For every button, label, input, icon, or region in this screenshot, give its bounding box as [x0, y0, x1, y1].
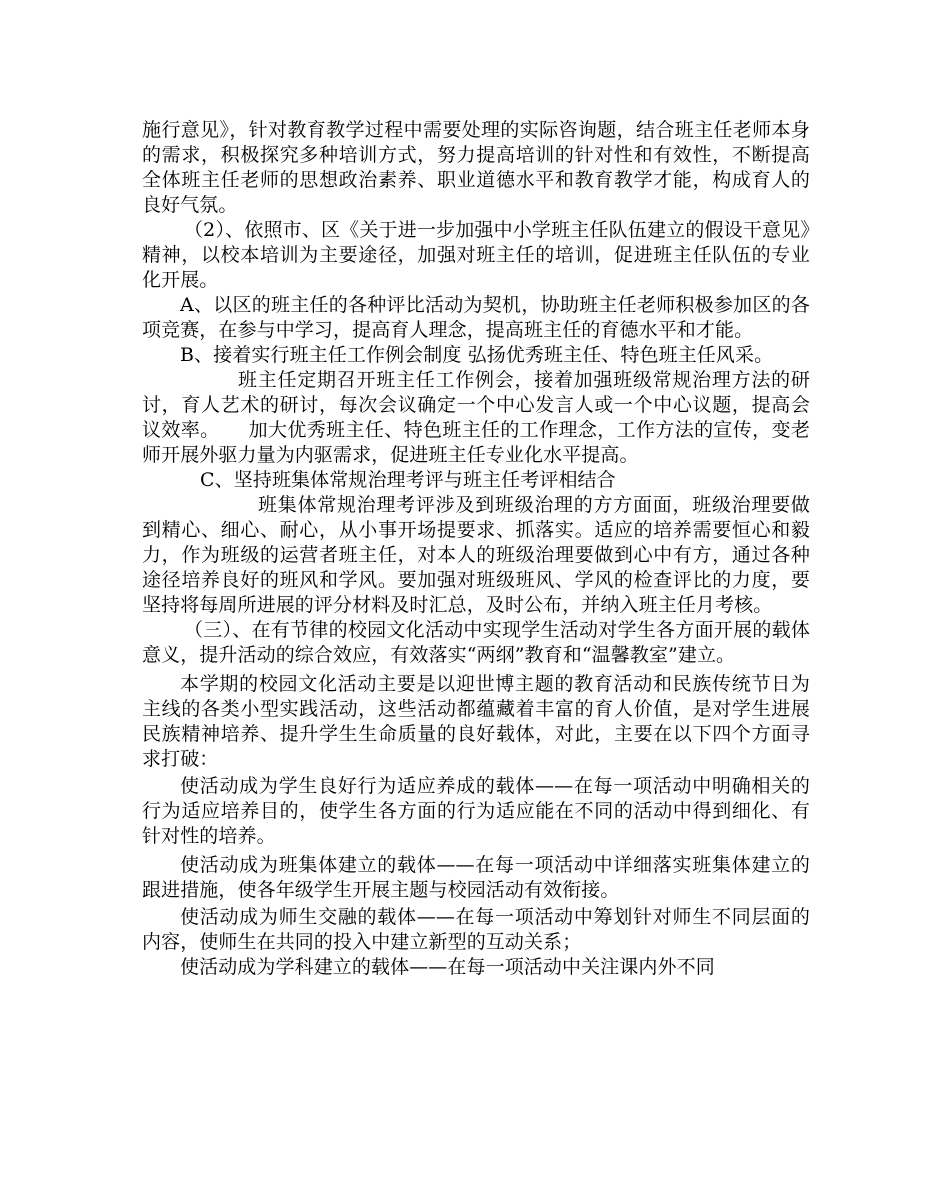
paragraph-training-intro: 施行意见》，针对教育教学过程中需要处理的实际咨询题，结合班主任老师本身的需求，积极探究多种培训方式，努力提高培训的针对性和有效性，不断提高全体班主任老师的思想政治素养、职业道德水平和教育教学才能，构成育人的良好气氛。: [142, 119, 810, 216]
paragraph-item-b: B、接着实行班主任工作例会制度 弘扬优秀班主任、特色班主任风采。: [180, 344, 774, 366]
paragraph-item-c: C、坚持班集体常规治理考评与班主任考评相结合: [200, 469, 616, 491]
paragraph-behavior-carrier: 使活动成为学生良好行为适应养成的载体——在每一项活动中明确相关的行为适应培养目的，使学生各方面的行为适应能在不同的活动中得到细化、有针对性的培养。: [142, 775, 810, 847]
paragraph-section-3: （三）、在有节律的校园文化活动中实现学生活动对学生各方面开展的载体意义，提升活动的综合效应，有效落实“两纲”教育和“温馨教室”建立。: [142, 619, 810, 666]
paragraph-teacher-student-carrier: 使活动成为师生交融的载体——在每一项活动中筹划针对师生不同层面的内容，使师生在共同的投入中建立新型的互动关系；: [142, 906, 810, 953]
paragraph-class-building-carrier: 使活动成为班集体建立的载体——在每一项活动中详细落实班集体建立的跟进措施，使各年级学生开展主题与校园活动有效衔接。: [142, 854, 810, 901]
paragraph-item-2: （2）、依照市、区《关于进一步加强中小学班主任队伍建立的假设干意见》精神，以校本培训为主要途径，加强对班主任的培训，促进班主任队伍的专业化开展。: [142, 219, 810, 291]
document-page: [142, 118, 810, 980]
paragraph-item-a: A、以区的班主任的各种评比活动为契机，协助班主任老师积极参加区的各项竞赛，在参与中学习，提高育人理念，提高班主任的育德水平和才能。: [142, 294, 810, 341]
paragraph-campus-culture: 本学期的校园文化活动主要是以迎世博主题的教育活动和民族传统节日为主线的各类小型实践活动，这些活动都蕴藏着丰富的育人价值，是对学生进展民族精神培养、提升学生生命质量的良好载体，对此，主要在以下四个方面寻求打破：: [142, 673, 810, 770]
paragraph-subject-carrier: 使活动成为学科建立的载体——在每一项活动中关注课内外不同: [180, 956, 715, 978]
paragraph-meeting-system: 班主任定期召开班主任工作例会，接着加强班级常规治理方法的研讨，育人艺术的研讨，每次会议确定一个中心发言人或一个中心议题，提高会议效率。 加大优秀班主任、特色班主任的工作理念，工作方法的宣传，变老师开展外驱力量为内驱需求，促进班主任专业化水平提高。: [142, 369, 810, 466]
paragraph-class-management: 班集体常规治理考评涉及到班级治理的方方面面，班级治理要做到精心、细心、耐心，从小事开场提要求、抓落实。适应的培养需要恒心和毅力，作为班级的运营者班主任，对本人的班级治理要做到心中有方，通过各种途径培养良好的班风和学风。要加强对班级班风、学风的检查评比的力度，要坚持将每周所进展的评分材料及时汇总，及时公布，并纳入班主任月考核。: [142, 494, 810, 616]
